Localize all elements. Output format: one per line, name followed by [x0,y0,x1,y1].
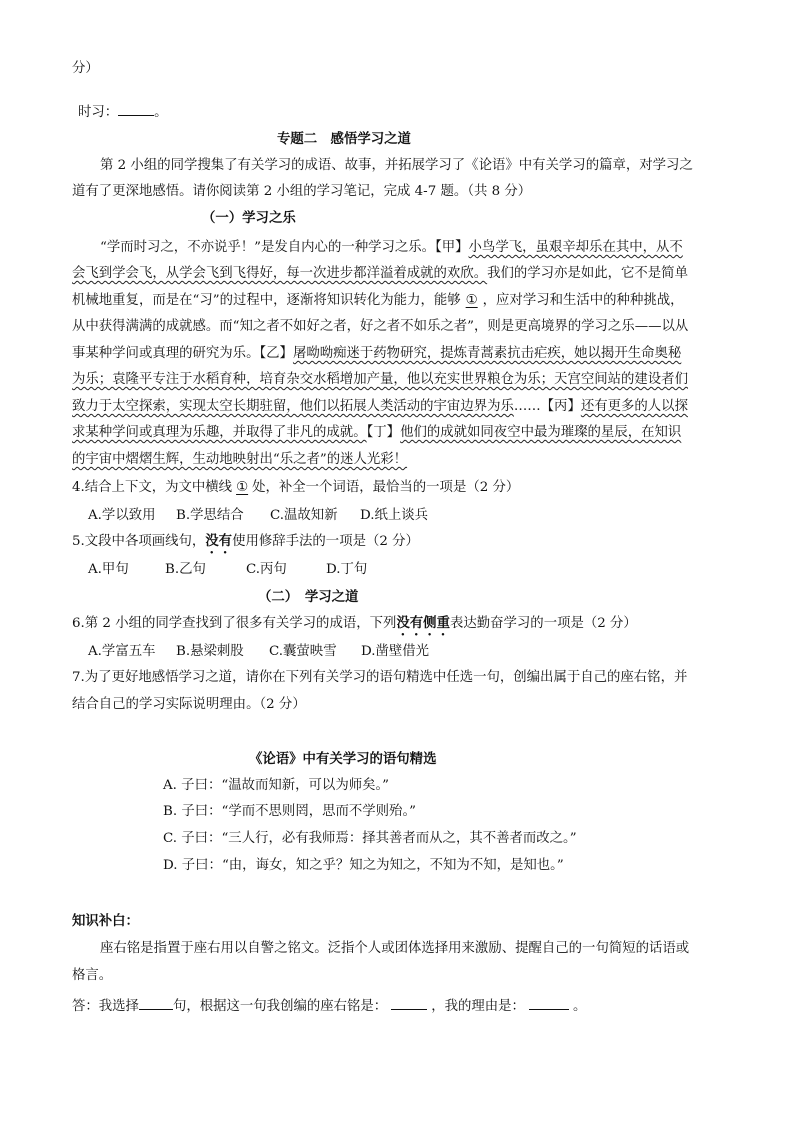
knowledge-line-1: 座右铭是指置于座右用以自警之铭文。泛指个人或团体选择用来激励、提醒自己的一句简短的话语或 [100,941,690,956]
q6-option-a[interactable]: A.学富五车 [88,644,156,659]
answer-motto-blank[interactable] [391,995,427,1010]
q4-option-d[interactable]: D.纸上谈兵 [360,508,429,523]
q6-option-c[interactable]: C.囊萤映雪 [269,644,337,659]
underlined-sentence-bing: 还有更多的人以探 [580,399,688,414]
shixi-label: 时习： [78,105,119,120]
q6-option-b[interactable]: B.悬梁刺股 [176,644,244,659]
q4-stem: 4.结合上下文，为文中横线 ① 处，补全一个词语，最恰当的一项是（2 分） [72,480,520,495]
passage-line-5: 事某种学问或真理的研究为乐。【乙】屠呦呦痴迷于药物研究，提炼青蒿素抗击疟疾，她以揭开生命奥秘 [72,346,682,361]
shixi-end: 。 [154,105,168,120]
q5-emphasis: 没有 [205,534,233,549]
q5-option-a[interactable]: A.甲句 [88,562,129,577]
q5-stem: 5.文段中各项画线句，没有使用修辞手法的一项是（2 分） [72,534,419,549]
q5-options [88,561,367,579]
passage-line-3: 机械地重复，而是在“习”的过程中，逐渐将知识转化为能力，能够 ① ，应对学习和生活中的种种挑战， [72,293,684,308]
answer-choice-blank[interactable] [139,995,173,1010]
knowledge-title: 知识补白： [72,914,139,929]
q5-option-c[interactable]: C.丙句 [246,562,287,577]
shixi-blank[interactable] [118,101,154,116]
q7-stem-2: 结合自己的学习实际说明理由。（2 分） [72,697,306,712]
q5-option-d[interactable]: D.丁句 [326,562,368,577]
passage-line-2: 会飞到学会飞，从学会飞到飞得好，每一次进步都洋溢着成就的欢欣。我们的学习亦是如此，它不是简单 [72,266,688,281]
q4-option-c[interactable]: C.温故知新 [270,508,338,523]
lunyu-item-a: A. 子曰：“温故而知新，可以为师矣。” [163,778,390,793]
topic2-intro-2: 道有了更深地感悟。请你阅读第 2 小组的学习笔记，完成 4-7 题。（共 8 分） [72,184,532,199]
lunyu-item-d: D. 子曰：“由，诲女，知之乎？知之为知之，不知为不知，是知也。” [163,858,564,873]
answer-line: 答：我选择 句，根据这一句我创编的座右铭是： ，我的理由是： 。 [72,995,586,1016]
q6-emphasis: 没有侧重 [396,616,450,631]
underlined-sentence-ding: 他们的成就如同夜空中最为璀璨的星辰，在知识 [400,425,682,440]
lunyu-title: 《论语》中有关学习的语句精选 [249,752,437,767]
passage-line-1: “学而时习之，不亦说乎！”是发自内心的一种学习之乐。【甲】小鸟学飞，虽艰辛却乐在其中，从不 [100,240,683,255]
passage-line-7: 致力于太空探索，实现太空长期驻留，他们以拓展人类活动的宇宙边界为乐……【丙】还有更多的人以探 [72,399,688,414]
shixi-line [78,101,168,122]
underlined-sentence-jia-cont: 会飞到学会飞，从学会飞到飞得好，每一次进步都洋溢着成就的欢欣。 [72,266,488,281]
underlined-sentence-yi-cont: 致力于太空探索，实现太空长期驻留，他们以拓展人类活动的宇宙边界为乐 [72,399,514,414]
q4-option-b[interactable]: B.学思结合 [176,508,244,523]
knowledge-line-2: 格言。 [72,968,113,983]
q4-option-a[interactable]: A.学以致用 [88,508,156,523]
q7-stem-1: 7.为了更好地感悟学习之道，请你在下列有关学习的语句精选中任选一句，创编出属于自己的座右铭，并 [72,670,688,685]
underlined-sentence-yi: 屠呦呦痴迷于药物研究，提炼青蒿素抗击疟疾，她以揭开生命奥秘 [292,346,682,361]
section2-title: （二） 学习之道 [258,590,359,605]
q6-stem: 6.第 2 小组的同学查找到了很多有关学习的成语，下列没有侧重表达勤奋学习的一项是（2 分） [72,616,637,631]
q5-option-b[interactable]: B.乙句 [165,562,206,577]
lunyu-item-c: C. 子曰：“三人行，必有我师焉：择其善者而从之，其不善者而改之。” [163,831,577,846]
passage-line-9: 的宇宙中熠熠生辉，生动地映射出“乐之者”的迷人光彩！ [72,452,408,467]
passage-line-8: 求某种学问或真理为乐趣，并取得了非凡的成就。【丁】他们的成就如同夜空中最为璀璨的星辰，在知识 [72,425,682,440]
passage-line-4: 从中获得满满的成就感。而“知之者不如好之者，好之者不如乐之者”，则是更高境界的学习之乐——以从 [72,319,689,334]
underlined-sentence-bing-cont: 求某种学问或真理为乐趣，并取得了非凡的成就。 [72,425,367,440]
blank-1[interactable]: ① [465,293,478,308]
passage-line-6: 为乐；袁隆平专注于水稻育种，培育杂交水稻增加产量，他以充实世界粮仓为乐；天宫空间站的建设者们 [72,372,688,387]
topic2-title: 专题二 感悟学习之道 [277,132,411,147]
q4-options [88,507,428,525]
q6-option-d[interactable]: D.凿壁借光 [361,644,430,659]
fen-fragment: 分） [72,61,99,76]
q6-options [88,643,429,661]
answer-reason-blank[interactable] [529,995,569,1010]
lunyu-item-b: B. 子曰：“学而不思则罔，思而不学则殆。” [163,804,416,819]
underlined-sentence-jia: 小鸟学飞，虽艰辛却乐在其中，从不 [468,240,683,255]
q4-blank-ref: ① [236,480,249,495]
topic2-intro-1: 第 2 小组的同学搜集了有关学习的成语、故事，并拓展学习了《论语》中有关学习的篇章，对学习之 [100,158,693,173]
section1-title: （一）学习之乐 [202,211,296,226]
